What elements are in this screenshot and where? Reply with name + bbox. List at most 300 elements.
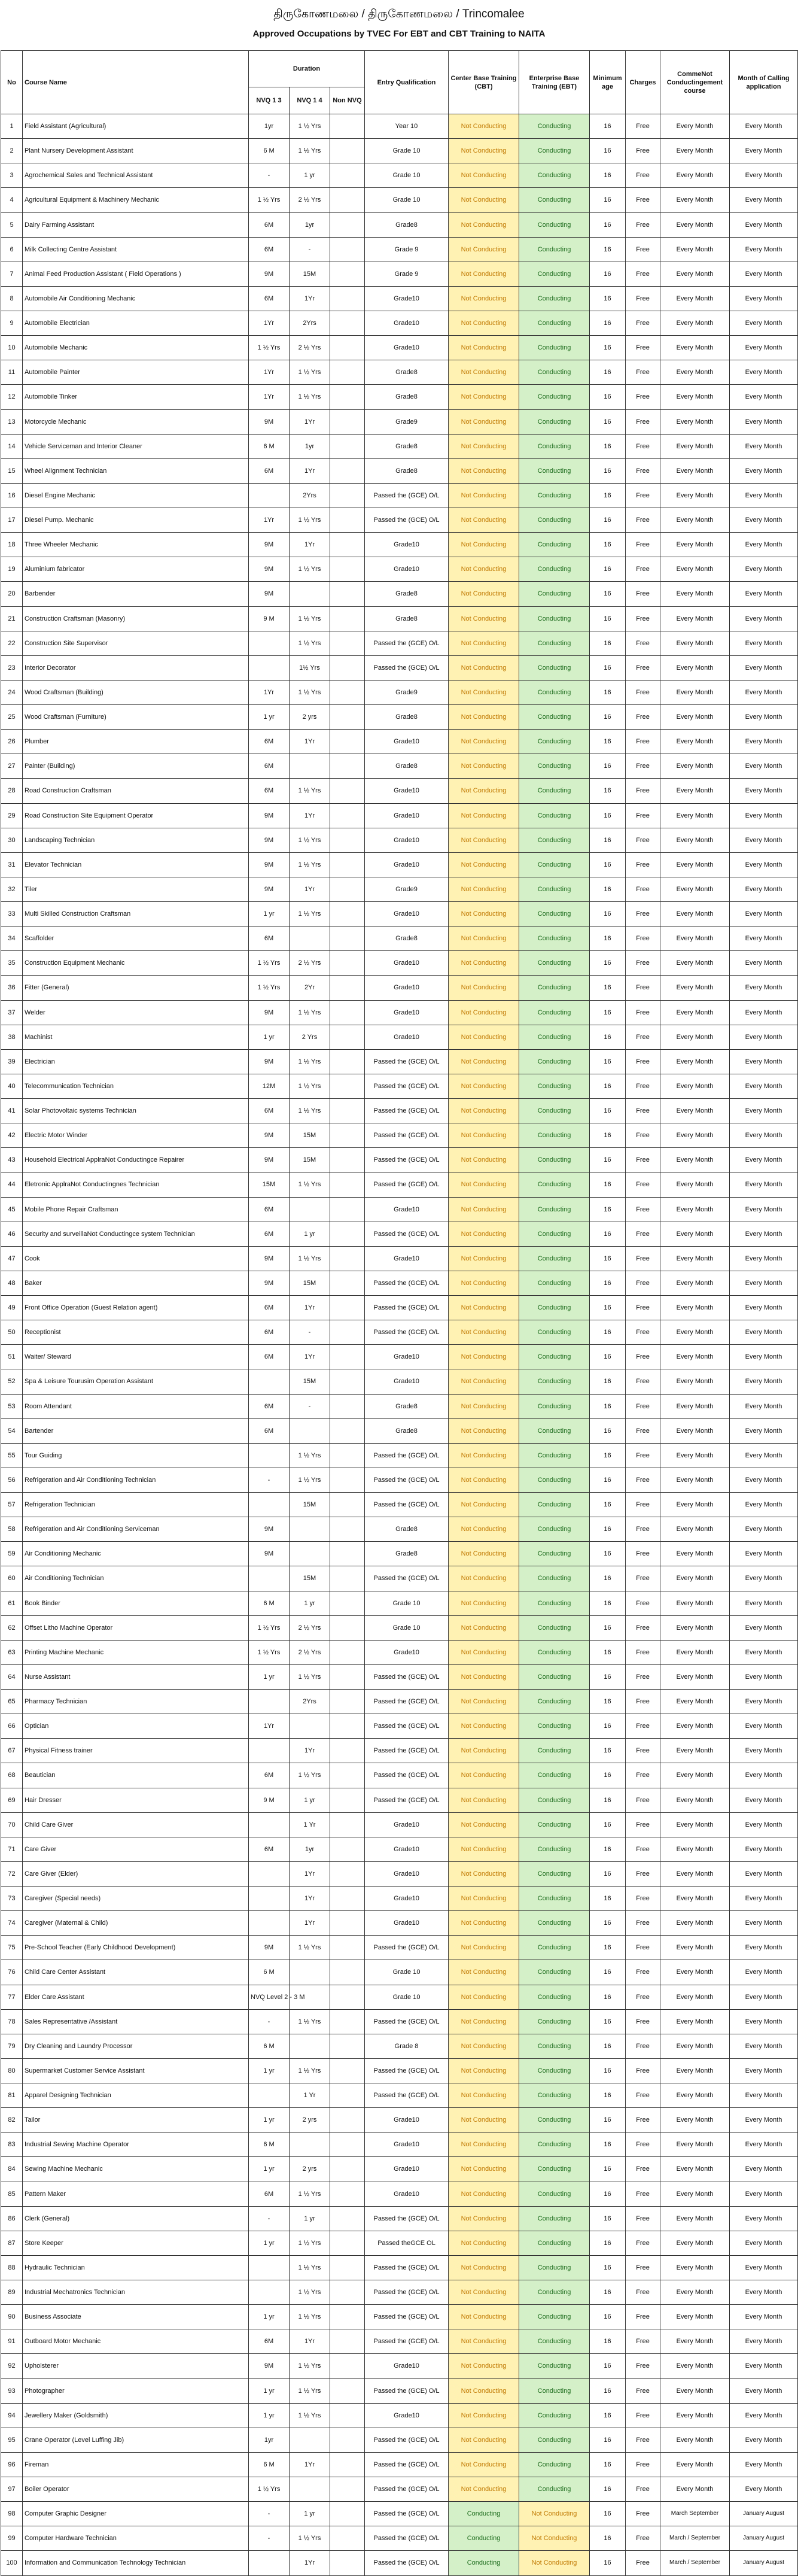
commencement: Every Month bbox=[660, 1566, 730, 1591]
cbt-status: Not Conducting bbox=[449, 1542, 519, 1566]
charges: Free bbox=[626, 1690, 660, 1714]
cbt-status: Not Conducting bbox=[449, 1296, 519, 1320]
calling-month: Every Month bbox=[730, 1099, 798, 1123]
nvq13-duration: 9M bbox=[249, 1936, 290, 1960]
course-name: Fitter (General) bbox=[23, 976, 249, 1000]
nvq13-duration: - bbox=[249, 2502, 290, 2526]
cbt-status: Not Conducting bbox=[449, 779, 519, 803]
entry-qualification: Passed the (GCE) O/L bbox=[365, 1936, 449, 1960]
non-nvq-duration bbox=[330, 1837, 365, 1861]
table-row bbox=[1, 237, 798, 262]
course-name: Computer Hardware Technician bbox=[23, 2526, 249, 2551]
calling-month: January August bbox=[730, 2502, 798, 2526]
ebt-status: Conducting bbox=[519, 2329, 590, 2354]
nvq13-duration: 1 yr bbox=[249, 2378, 290, 2403]
nvq14-duration: 2 ½ Yrs bbox=[290, 336, 330, 360]
entry-qualification: Grade8 bbox=[365, 582, 449, 606]
ebt-status: Conducting bbox=[519, 1320, 590, 1345]
nvq13-duration: 6 M bbox=[249, 2034, 290, 2058]
table-row bbox=[1, 1197, 798, 1222]
non-nvq-duration bbox=[330, 1542, 365, 1566]
entry-qualification: Passed the (GCE) O/L bbox=[365, 2058, 449, 2083]
charges: Free bbox=[626, 2452, 660, 2477]
commencement: Every Month bbox=[660, 705, 730, 730]
commencement: Every Month bbox=[660, 1394, 730, 1418]
entry-qualification: Grade10 bbox=[365, 902, 449, 926]
entry-qualification: Grade10 bbox=[365, 2403, 449, 2428]
nvq13-duration: 6M bbox=[249, 1837, 290, 1861]
ebt-status: Conducting bbox=[519, 163, 590, 188]
non-nvq-duration bbox=[330, 1369, 365, 1394]
nvq13-duration: 9M bbox=[249, 828, 290, 852]
ebt-status: Conducting bbox=[519, 1985, 590, 2009]
nvq14-duration: 1 ½ Yrs bbox=[290, 2058, 330, 2083]
charges: Free bbox=[626, 779, 660, 803]
row-no: 32 bbox=[1, 877, 23, 901]
commencement: Every Month bbox=[660, 2305, 730, 2329]
non-nvq-duration bbox=[330, 286, 365, 311]
commencement: March / September bbox=[660, 2526, 730, 2551]
course-name: Printing Machine Mechanic bbox=[23, 1640, 249, 1664]
ebt-status: Conducting bbox=[519, 779, 590, 803]
minimum-age: 16 bbox=[590, 2428, 626, 2452]
cbt-status: Not Conducting bbox=[449, 2280, 519, 2305]
non-nvq-duration bbox=[330, 1493, 365, 1517]
course-name: Wood Craftsman (Building) bbox=[23, 680, 249, 704]
non-nvq-duration bbox=[330, 2526, 365, 2551]
charges: Free bbox=[626, 1837, 660, 1861]
non-nvq-duration bbox=[330, 1591, 365, 1615]
calling-month: Every Month bbox=[730, 2108, 798, 2133]
table-row bbox=[1, 1369, 798, 1394]
row-no: 66 bbox=[1, 1714, 23, 1739]
minimum-age: 16 bbox=[590, 1394, 626, 1418]
calling-month: Every Month bbox=[730, 1443, 798, 1468]
commencement: Every Month bbox=[660, 2255, 730, 2280]
ebt-status: Conducting bbox=[519, 336, 590, 360]
non-nvq-duration bbox=[330, 1197, 365, 1222]
nvq14-duration: 1 ½ Yrs bbox=[290, 2280, 330, 2305]
commencement: Every Month bbox=[660, 2428, 730, 2452]
nvq14-duration: 15M bbox=[290, 1148, 330, 1172]
entry-qualification: Grade10 bbox=[365, 852, 449, 877]
ebt-status: Conducting bbox=[519, 1566, 590, 1591]
nvq13-duration: 9M bbox=[249, 1148, 290, 1172]
ebt-status: Conducting bbox=[519, 1271, 590, 1295]
nvq13-duration: 6 M bbox=[249, 1960, 290, 1985]
row-no: 74 bbox=[1, 1911, 23, 1936]
nvq13-duration: 1 yr bbox=[249, 1664, 290, 1689]
cbt-status: Not Conducting bbox=[449, 1664, 519, 1689]
entry-qualification: Passed the (GCE) O/L bbox=[365, 1443, 449, 1468]
course-name: Book Binder bbox=[23, 1591, 249, 1615]
minimum-age: 16 bbox=[590, 1985, 626, 2009]
calling-month: Every Month bbox=[730, 655, 798, 680]
entry-qualification: Grade 10 bbox=[365, 163, 449, 188]
entry-qualification: Grade10 bbox=[365, 1861, 449, 1886]
ebt-status: Conducting bbox=[519, 2182, 590, 2206]
nvq14-duration: 1Yr bbox=[290, 458, 330, 483]
nvq14-duration: 1 ½ Yrs bbox=[290, 1000, 330, 1025]
ebt-status: Conducting bbox=[519, 1936, 590, 1960]
nvq13-duration: 1 yr bbox=[249, 2058, 290, 2083]
commencement: Every Month bbox=[660, 237, 730, 262]
charges: Free bbox=[626, 1197, 660, 1222]
course-name: Field Assistant (Agricultural) bbox=[23, 114, 249, 139]
ebt-status: Conducting bbox=[519, 1099, 590, 1123]
charges: Free bbox=[626, 1788, 660, 1812]
minimum-age: 16 bbox=[590, 1369, 626, 1394]
commencement: Every Month bbox=[660, 1000, 730, 1025]
charges: Free bbox=[626, 1493, 660, 1517]
course-name: Solar Photovoltaic systems Technician bbox=[23, 1099, 249, 1123]
col-cbt-header: Center Base Training (CBT) bbox=[449, 51, 519, 114]
charges: Free bbox=[626, 926, 660, 951]
entry-qualification: Grade10 bbox=[365, 557, 449, 582]
commencement: Every Month bbox=[660, 434, 730, 458]
non-nvq-duration bbox=[330, 2083, 365, 2108]
non-nvq-duration bbox=[330, 1936, 365, 1960]
commencement: Every Month bbox=[660, 1615, 730, 1640]
ebt-status: Conducting bbox=[519, 2083, 590, 2108]
course-name: Scaffolder bbox=[23, 926, 249, 951]
table-row bbox=[1, 976, 798, 1000]
nvq14-duration bbox=[290, 2428, 330, 2452]
ebt-status: Conducting bbox=[519, 557, 590, 582]
cbt-status: Not Conducting bbox=[449, 139, 519, 163]
nvq14-duration: 1 ½ Yrs bbox=[290, 2526, 330, 2551]
minimum-age: 16 bbox=[590, 163, 626, 188]
non-nvq-duration bbox=[330, 1049, 365, 1074]
calling-month: Every Month bbox=[730, 557, 798, 582]
table-row bbox=[1, 2083, 798, 2108]
row-no: 59 bbox=[1, 1542, 23, 1566]
row-no: 49 bbox=[1, 1296, 23, 1320]
course-name: Automobile Mechanic bbox=[23, 336, 249, 360]
nvq13-duration: 9M bbox=[249, 877, 290, 901]
row-no: 81 bbox=[1, 2083, 23, 2108]
charges: Free bbox=[626, 680, 660, 704]
nvq13-duration: 9 M bbox=[249, 1788, 290, 1812]
nvq13-duration bbox=[249, 1369, 290, 1394]
entry-qualification: Passed the (GCE) O/L bbox=[365, 2206, 449, 2231]
minimum-age: 16 bbox=[590, 1640, 626, 1664]
entry-qualification: Grade8 bbox=[365, 1542, 449, 1566]
ebt-status: Conducting bbox=[519, 951, 590, 976]
non-nvq-duration bbox=[330, 1418, 365, 1443]
nvq14-duration: 1Yr bbox=[290, 1345, 330, 1369]
calling-month: Every Month bbox=[730, 1812, 798, 1837]
cbt-status: Not Conducting bbox=[449, 262, 519, 286]
nvq13-duration: 6M bbox=[249, 212, 290, 237]
nvq13-duration: 9M bbox=[249, 1271, 290, 1295]
course-name: Upholsterer bbox=[23, 2354, 249, 2378]
row-no: 64 bbox=[1, 1664, 23, 1689]
charges: Free bbox=[626, 1296, 660, 1320]
charges: Free bbox=[626, 557, 660, 582]
minimum-age: 16 bbox=[590, 1615, 626, 1640]
cbt-status: Not Conducting bbox=[449, 2182, 519, 2206]
entry-qualification: Passed the (GCE) O/L bbox=[365, 2551, 449, 2575]
row-no: 34 bbox=[1, 926, 23, 951]
nvq14-duration: 1 ½ Yrs bbox=[290, 631, 330, 655]
non-nvq-duration bbox=[330, 1074, 365, 1098]
nvq13-duration: 9M bbox=[249, 409, 290, 434]
entry-qualification: Passed the (GCE) O/L bbox=[365, 1664, 449, 1689]
minimum-age: 16 bbox=[590, 1788, 626, 1812]
row-no: 38 bbox=[1, 1025, 23, 1049]
nvq13-duration bbox=[249, 1690, 290, 1714]
table-row bbox=[1, 139, 798, 163]
table-row bbox=[1, 1542, 798, 1566]
minimum-age: 16 bbox=[590, 188, 626, 212]
course-name: Beautician bbox=[23, 1763, 249, 1788]
cbt-status: Not Conducting bbox=[449, 1172, 519, 1197]
ebt-status: Conducting bbox=[519, 1222, 590, 1246]
minimum-age: 16 bbox=[590, 606, 626, 631]
table-row bbox=[1, 2182, 798, 2206]
cbt-status: Not Conducting bbox=[449, 1763, 519, 1788]
nvq14-duration: 1 ½ Yrs bbox=[290, 2378, 330, 2403]
cbt-status: Not Conducting bbox=[449, 1025, 519, 1049]
charges: Free bbox=[626, 262, 660, 286]
commencement: Every Month bbox=[660, 1049, 730, 1074]
entry-qualification: Grade 9 bbox=[365, 237, 449, 262]
table-row bbox=[1, 188, 798, 212]
minimum-age: 16 bbox=[590, 2133, 626, 2157]
table-row bbox=[1, 212, 798, 237]
course-name: Apparel Designing Technician bbox=[23, 2083, 249, 2108]
ebt-status: Conducting bbox=[519, 926, 590, 951]
cbt-status: Not Conducting bbox=[449, 409, 519, 434]
commencement: Every Month bbox=[660, 2108, 730, 2133]
nvq14-duration: 1 ½ Yrs bbox=[290, 2009, 330, 2034]
calling-month: Every Month bbox=[730, 606, 798, 631]
course-name: Outboard Motor Mechanic bbox=[23, 2329, 249, 2354]
minimum-age: 16 bbox=[590, 409, 626, 434]
non-nvq-duration bbox=[330, 1739, 365, 1763]
course-name: Information and Communication Technology Technician bbox=[23, 2551, 249, 2575]
table-row bbox=[1, 483, 798, 508]
table-row bbox=[1, 1148, 798, 1172]
minimum-age: 16 bbox=[590, 2231, 626, 2255]
ebt-status: Conducting bbox=[519, 631, 590, 655]
minimum-age: 16 bbox=[590, 1936, 626, 1960]
non-nvq-duration bbox=[330, 803, 365, 828]
minimum-age: 16 bbox=[590, 139, 626, 163]
non-nvq-duration bbox=[330, 188, 365, 212]
ebt-status: Conducting bbox=[519, 409, 590, 434]
entry-qualification: Grade10 bbox=[365, 1000, 449, 1025]
cbt-status: Not Conducting bbox=[449, 2354, 519, 2378]
ebt-status: Conducting bbox=[519, 1025, 590, 1049]
nvq13-duration: 1 yr bbox=[249, 2157, 290, 2182]
ebt-status: Conducting bbox=[519, 1000, 590, 1025]
row-no: 76 bbox=[1, 1960, 23, 1985]
nvq13-duration: 1 ½ Yrs bbox=[249, 1640, 290, 1664]
nvq14-duration: 2 ½ Yrs bbox=[290, 951, 330, 976]
nvq14-duration: 1Yr bbox=[290, 533, 330, 557]
charges: Free bbox=[626, 1394, 660, 1418]
charges: Free bbox=[626, 2133, 660, 2157]
non-nvq-duration bbox=[330, 1690, 365, 1714]
table-row bbox=[1, 2280, 798, 2305]
nvq14-duration: 1 ½ Yrs bbox=[290, 852, 330, 877]
nvq13-duration: 1yr bbox=[249, 2428, 290, 2452]
calling-month: Every Month bbox=[730, 1664, 798, 1689]
row-no: 42 bbox=[1, 1123, 23, 1148]
table-row bbox=[1, 1246, 798, 1271]
non-nvq-duration bbox=[330, 114, 365, 139]
entry-qualification: Grade8 bbox=[365, 360, 449, 385]
course-name: Clerk (General) bbox=[23, 2206, 249, 2231]
minimum-age: 16 bbox=[590, 1591, 626, 1615]
minimum-age: 16 bbox=[590, 2477, 626, 2502]
commencement: Every Month bbox=[660, 1271, 730, 1295]
charges: Free bbox=[626, 2009, 660, 2034]
nvq14-duration bbox=[290, 582, 330, 606]
ebt-status: Conducting bbox=[519, 1172, 590, 1197]
non-nvq-duration bbox=[330, 1148, 365, 1172]
entry-qualification: Grade8 bbox=[365, 458, 449, 483]
commencement: Every Month bbox=[660, 1222, 730, 1246]
calling-month: Every Month bbox=[730, 730, 798, 754]
calling-month: Every Month bbox=[730, 360, 798, 385]
charges: Free bbox=[626, 237, 660, 262]
ebt-status: Conducting bbox=[519, 2231, 590, 2255]
entry-qualification: Passed the (GCE) O/L bbox=[365, 2378, 449, 2403]
course-name: Multi Skilled Construction Craftsman bbox=[23, 902, 249, 926]
ebt-status: Conducting bbox=[519, 2255, 590, 2280]
commencement: Every Month bbox=[660, 1739, 730, 1763]
table-row bbox=[1, 385, 798, 409]
nvq13-duration: 6M bbox=[249, 1345, 290, 1369]
ebt-status: Conducting bbox=[519, 1148, 590, 1172]
col-duration-header: Duration bbox=[249, 51, 365, 87]
non-nvq-duration bbox=[330, 2058, 365, 2083]
nvq13-duration: 1 ½ Yrs bbox=[249, 336, 290, 360]
row-no: 98 bbox=[1, 2502, 23, 2526]
calling-month: Every Month bbox=[730, 2428, 798, 2452]
minimum-age: 16 bbox=[590, 828, 626, 852]
cbt-status: Not Conducting bbox=[449, 1148, 519, 1172]
nvq14-duration: 1 ½ Yrs bbox=[290, 2182, 330, 2206]
entry-qualification: Grade 10 bbox=[365, 1985, 449, 2009]
non-nvq-duration bbox=[330, 926, 365, 951]
nvq14-duration: 1 ½ Yrs bbox=[290, 557, 330, 582]
commencement: Every Month bbox=[660, 1418, 730, 1443]
cbt-status: Not Conducting bbox=[449, 803, 519, 828]
table-row bbox=[1, 2477, 798, 2502]
table-row bbox=[1, 2354, 798, 2378]
row-no: 2 bbox=[1, 139, 23, 163]
nvq13-duration: 9M bbox=[249, 1246, 290, 1271]
calling-month: Every Month bbox=[730, 1369, 798, 1394]
entry-qualification: Grade8 bbox=[365, 926, 449, 951]
row-no: 7 bbox=[1, 262, 23, 286]
ebt-status: Conducting bbox=[519, 139, 590, 163]
nvq14-duration: 1 ½ Yrs bbox=[290, 114, 330, 139]
course-name: Aluminium fabricator bbox=[23, 557, 249, 582]
row-no: 14 bbox=[1, 434, 23, 458]
course-name: Photographer bbox=[23, 2378, 249, 2403]
table-row bbox=[1, 631, 798, 655]
table-row bbox=[1, 409, 798, 434]
nvq13-duration: - bbox=[249, 1468, 290, 1492]
non-nvq-duration bbox=[330, 139, 365, 163]
minimum-age: 16 bbox=[590, 877, 626, 901]
cbt-status: Not Conducting bbox=[449, 1468, 519, 1492]
ebt-status: Conducting bbox=[519, 852, 590, 877]
commencement: Every Month bbox=[660, 1493, 730, 1517]
ebt-status: Conducting bbox=[519, 2058, 590, 2083]
course-name: Mobile Phone Repair Craftsman bbox=[23, 1197, 249, 1222]
charges: Free bbox=[626, 2477, 660, 2502]
course-name: Front Office Operation (Guest Relation agent) bbox=[23, 1296, 249, 1320]
minimum-age: 16 bbox=[590, 1271, 626, 1295]
ebt-status: Conducting bbox=[519, 237, 590, 262]
document-header bbox=[0, 0, 798, 47]
ebt-status: Conducting bbox=[519, 2452, 590, 2477]
row-no: 35 bbox=[1, 951, 23, 976]
ebt-status: Conducting bbox=[519, 606, 590, 631]
entry-qualification: Grade8 bbox=[365, 754, 449, 779]
calling-month: January August bbox=[730, 2526, 798, 2551]
calling-month: Every Month bbox=[730, 631, 798, 655]
non-nvq-duration bbox=[330, 2551, 365, 2575]
row-no: 73 bbox=[1, 1887, 23, 1911]
minimum-age: 16 bbox=[590, 2502, 626, 2526]
minimum-age: 16 bbox=[590, 1099, 626, 1123]
calling-month: Every Month bbox=[730, 1960, 798, 1985]
non-nvq-duration bbox=[330, 1172, 365, 1197]
table-row bbox=[1, 1468, 798, 1492]
entry-qualification: Grade8 bbox=[365, 212, 449, 237]
charges: Free bbox=[626, 1000, 660, 1025]
nvq13-duration: 6M bbox=[249, 754, 290, 779]
table-row bbox=[1, 1812, 798, 1837]
row-no: 37 bbox=[1, 1000, 23, 1025]
nvq13-duration: 1 yr bbox=[249, 2403, 290, 2428]
ebt-status: Conducting bbox=[519, 1074, 590, 1098]
cbt-status: Not Conducting bbox=[449, 2083, 519, 2108]
calling-month: Every Month bbox=[730, 1763, 798, 1788]
ebt-status: Conducting bbox=[519, 754, 590, 779]
calling-month: Every Month bbox=[730, 582, 798, 606]
ebt-status: Conducting bbox=[519, 1345, 590, 1369]
entry-qualification: Passed the (GCE) O/L bbox=[365, 1099, 449, 1123]
nvq14-duration: 2Yrs bbox=[290, 483, 330, 508]
charges: Free bbox=[626, 483, 660, 508]
entry-qualification: Grade9 bbox=[365, 680, 449, 704]
calling-month: Every Month bbox=[730, 1911, 798, 1936]
minimum-age: 16 bbox=[590, 2452, 626, 2477]
nvq14-duration: 1 ½ Yrs bbox=[290, 1172, 330, 1197]
commencement: Every Month bbox=[660, 557, 730, 582]
commencement: Every Month bbox=[660, 286, 730, 311]
col-no-header: No bbox=[1, 51, 23, 114]
charges: Free bbox=[626, 705, 660, 730]
charges: Free bbox=[626, 2403, 660, 2428]
course-name: Pre-School Teacher (Early Childhood Development) bbox=[23, 1936, 249, 1960]
non-nvq-duration bbox=[330, 2133, 365, 2157]
nvq14-duration: 1 ½ Yrs bbox=[290, 508, 330, 533]
table-row bbox=[1, 754, 798, 779]
nvq14-duration: 15M bbox=[290, 1369, 330, 1394]
non-nvq-duration bbox=[330, 1911, 365, 1936]
minimum-age: 16 bbox=[590, 1172, 626, 1197]
entry-qualification: Grade9 bbox=[365, 409, 449, 434]
